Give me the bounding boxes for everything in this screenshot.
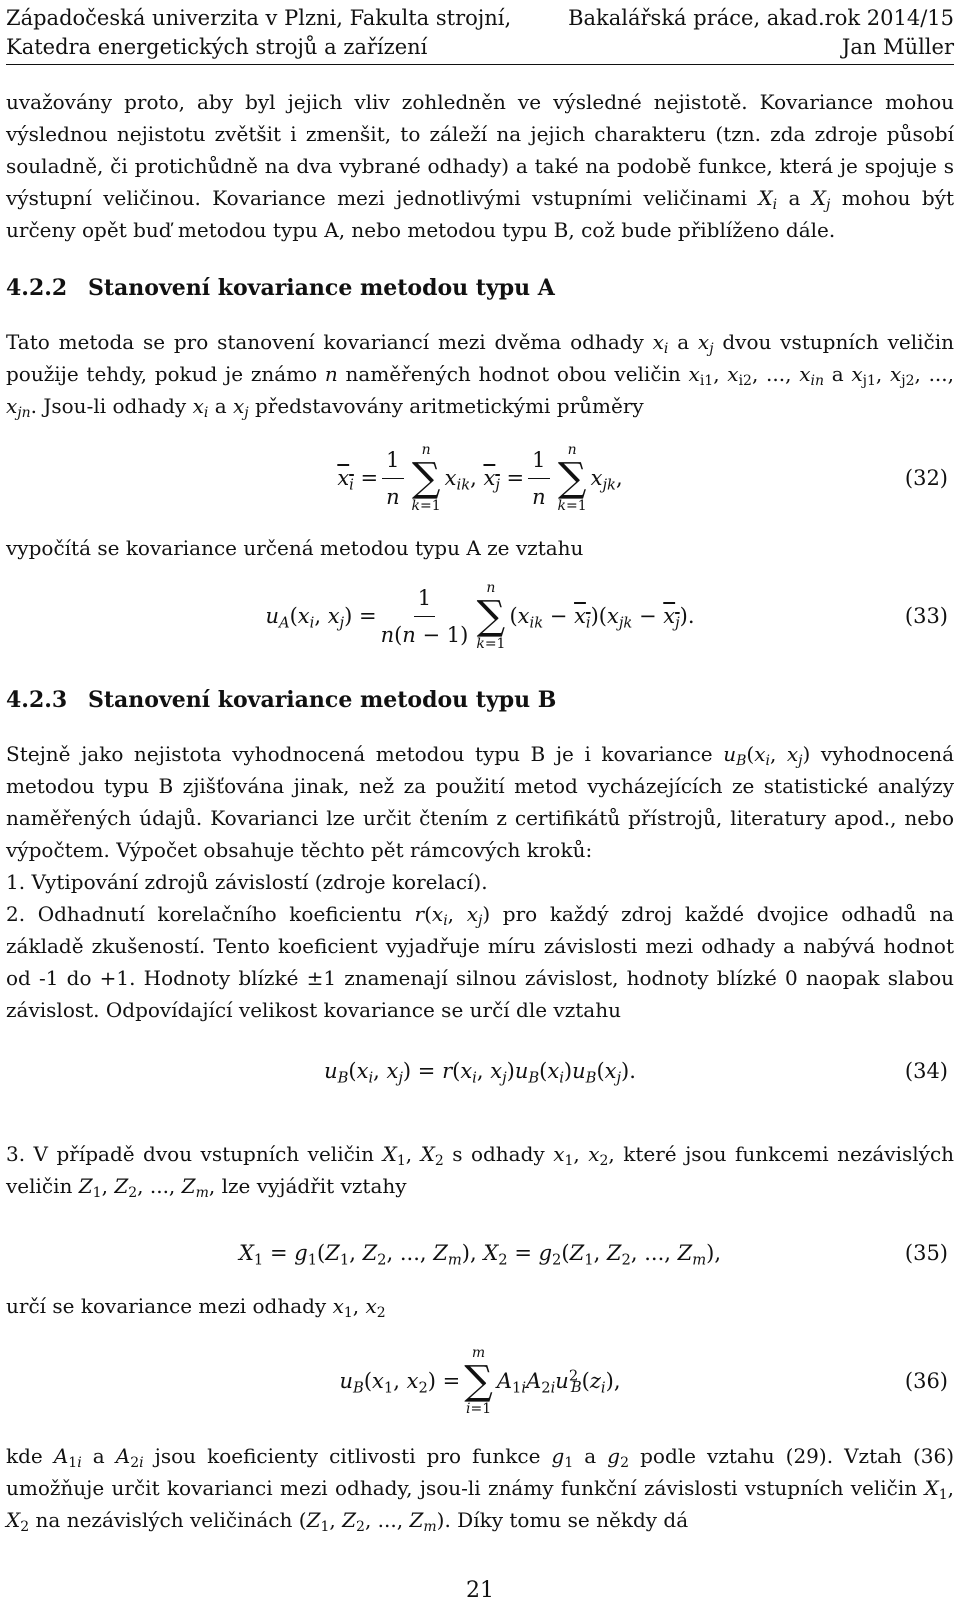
step-3: 3. V případě dvou vstupních veličin $X_1$, $X_2$ s odhady $x_1$, $x_2$, které jsou funkcemi nezávislých veličin $Z_1$, $Z_2$, ..., $Z_m$, lze vyjádřit vztahy <box>6 1142 955 1202</box>
equation-number-32: (32) <box>904 466 948 490</box>
section-heading-4-2-3: 4.2.3 Stanovení kovariance metodou typu B <box>6 687 557 713</box>
type-b-paragraph: Stejně jako nejistota vyhodnocená metodou typu B je i kovariance $u_B(x_i$, $x_j$) vyhodnocená metodou typu B zjišťována jinak, než za použití metod vycházejících ze statistické analýzy naměřených údajů. Kovarianci lze určit čtením z certifikátů přístrojů, literatury apod., nebo výpočtem. Výpočet obsahuje těchto pět rámcových kroků: <box>6 742 954 862</box>
equation-35: $X_1 = g_1(Z_1$, $Z_2$, ..., $Z_m$), $X_2 = g_2(Z_1$, $Z_2$, ..., $Z_m$), (35) <box>6 1216 954 1290</box>
header-left <box>6 4 511 62</box>
section-heading-4-2-2: 4.2.2 Stanovení kovariance metodou typu A <box>6 275 555 301</box>
header-rule <box>6 64 954 65</box>
page-content <box>6 86 954 1536</box>
equation-number-34: (34) <box>904 1059 948 1083</box>
intro-paragraph: uvažovány proto, aby byl jejich vliv zohledněn ve výsledné nejistotě. Kovariance mohou výslednou nejistotu zvětšit i zmenšit, to záleží na jejich charakteru (tzn. zda zdroje působí souladně, či protichůdně na dva vybrané odhady) a také na podobě funkce, která je spojuje s výstupní veličinou. Kovariance mezi jednotlivými vstupními veličinami $X_i$ a $X_j$ mohou být určeny opět buď metodou typu A, nebo metodou typu B, což bude přiblíženo dále. <box>6 90 955 242</box>
equation-number-36: (36) <box>904 1369 948 1393</box>
equation-32: $x_i$ = $\frac{1}{n}$ n ∑ k=1 $x_{ik}$, $x_j$ = $\frac{1}{n}$ n ∑ k=1 $x_{jk}$, (32) <box>337 442 948 514</box>
step-3-lead: určí se kovariance mezi odhady $x_1$, $x_2$ <box>6 1294 386 1322</box>
page-number: 21 <box>466 1578 494 1603</box>
step-1: 1. Vytipování zdrojů závislostí (zdroje korelací). <box>6 870 488 894</box>
type-a-lead: vypočítá se kovariance určená metodou typu A ze vztahu <box>6 536 584 560</box>
header-university: Západočeská univerzita v Plzni, Fakulta strojní, <box>6 6 512 30</box>
equation-number-33: (33) <box>904 604 948 628</box>
final-paragraph: kde $A_{1i}$ a $A_{2i}$ jsou koeficienty citlivosti pro funkce $g_1$ a $g_2$ podle vztahu (29). Vztah (36) umožňuje určit kovarianci mezi odhady, jsou-li známy funkční závislosti vstupních veličin $X_1$, $X_2$ na nezávislých veličinách ($Z_1$, $Z_2$, ..., $Z_m$). Díky tomu se někdy dá <box>6 1444 955 1536</box>
equation-33: $u_A(x_i$, $x_j$) = $\frac{1}{n(n - 1)}$ n ∑ k=1 $(x_{ik} - x_i)(x_{jk} - x_j)$. (33) <box>265 580 948 652</box>
header-author: Jan Müller <box>841 35 954 59</box>
type-a-paragraph: Tato metoda se pro stanovení kovariancí mezi dvěma odhady $x_i$ a $x_j$ dvou vstupních veličin použije tehdy, pokud je známo n naměřených hodnot obou veličin $x_{i1}$, $x_{i2}$, ..., $x_{in}$ a $x_{j1}$, $x_{j2}$, ..., $x_{jn}$. Jsou-li odhady $x_i$ a $x_j$ představovány aritmetickými průměry <box>6 330 955 422</box>
equation-34: $u_B(x_i$, $x_j) = r(x_i$, $x_j)u_B(x_i)u_B(x_j)$. (34) <box>6 1034 954 1108</box>
header-department: Katedra energetických strojů a zařízení <box>6 35 428 59</box>
equation-36: $u_B(x_1$, $x_2$) = m ∑ i=1 $A_{1i}A_{2i}u^2_B(z_i)$, (36) <box>339 1345 948 1417</box>
header-thesis-info: Bakalářská práce, akad.rok 2014/15 <box>568 6 954 30</box>
header-right <box>568 4 954 62</box>
equation-number-35: (35) <box>904 1241 948 1265</box>
step-2: 2. Odhadnutí korelačního koeficientu $r(x_i$, $x_j$) pro každý zdroj každé dvojice odhadů na základě zkušeností. Tento koeficient vyjadřuje míru závislosti mezi odhady a nabývá hodnot od -1 do +1. Hodnoty blízké ±1 znamenají silnou závislost, hodnoty blízké 0 naopak slabou závislost. Odpovídající velikost kovariance se určí dle vztahu <box>6 902 954 1022</box>
